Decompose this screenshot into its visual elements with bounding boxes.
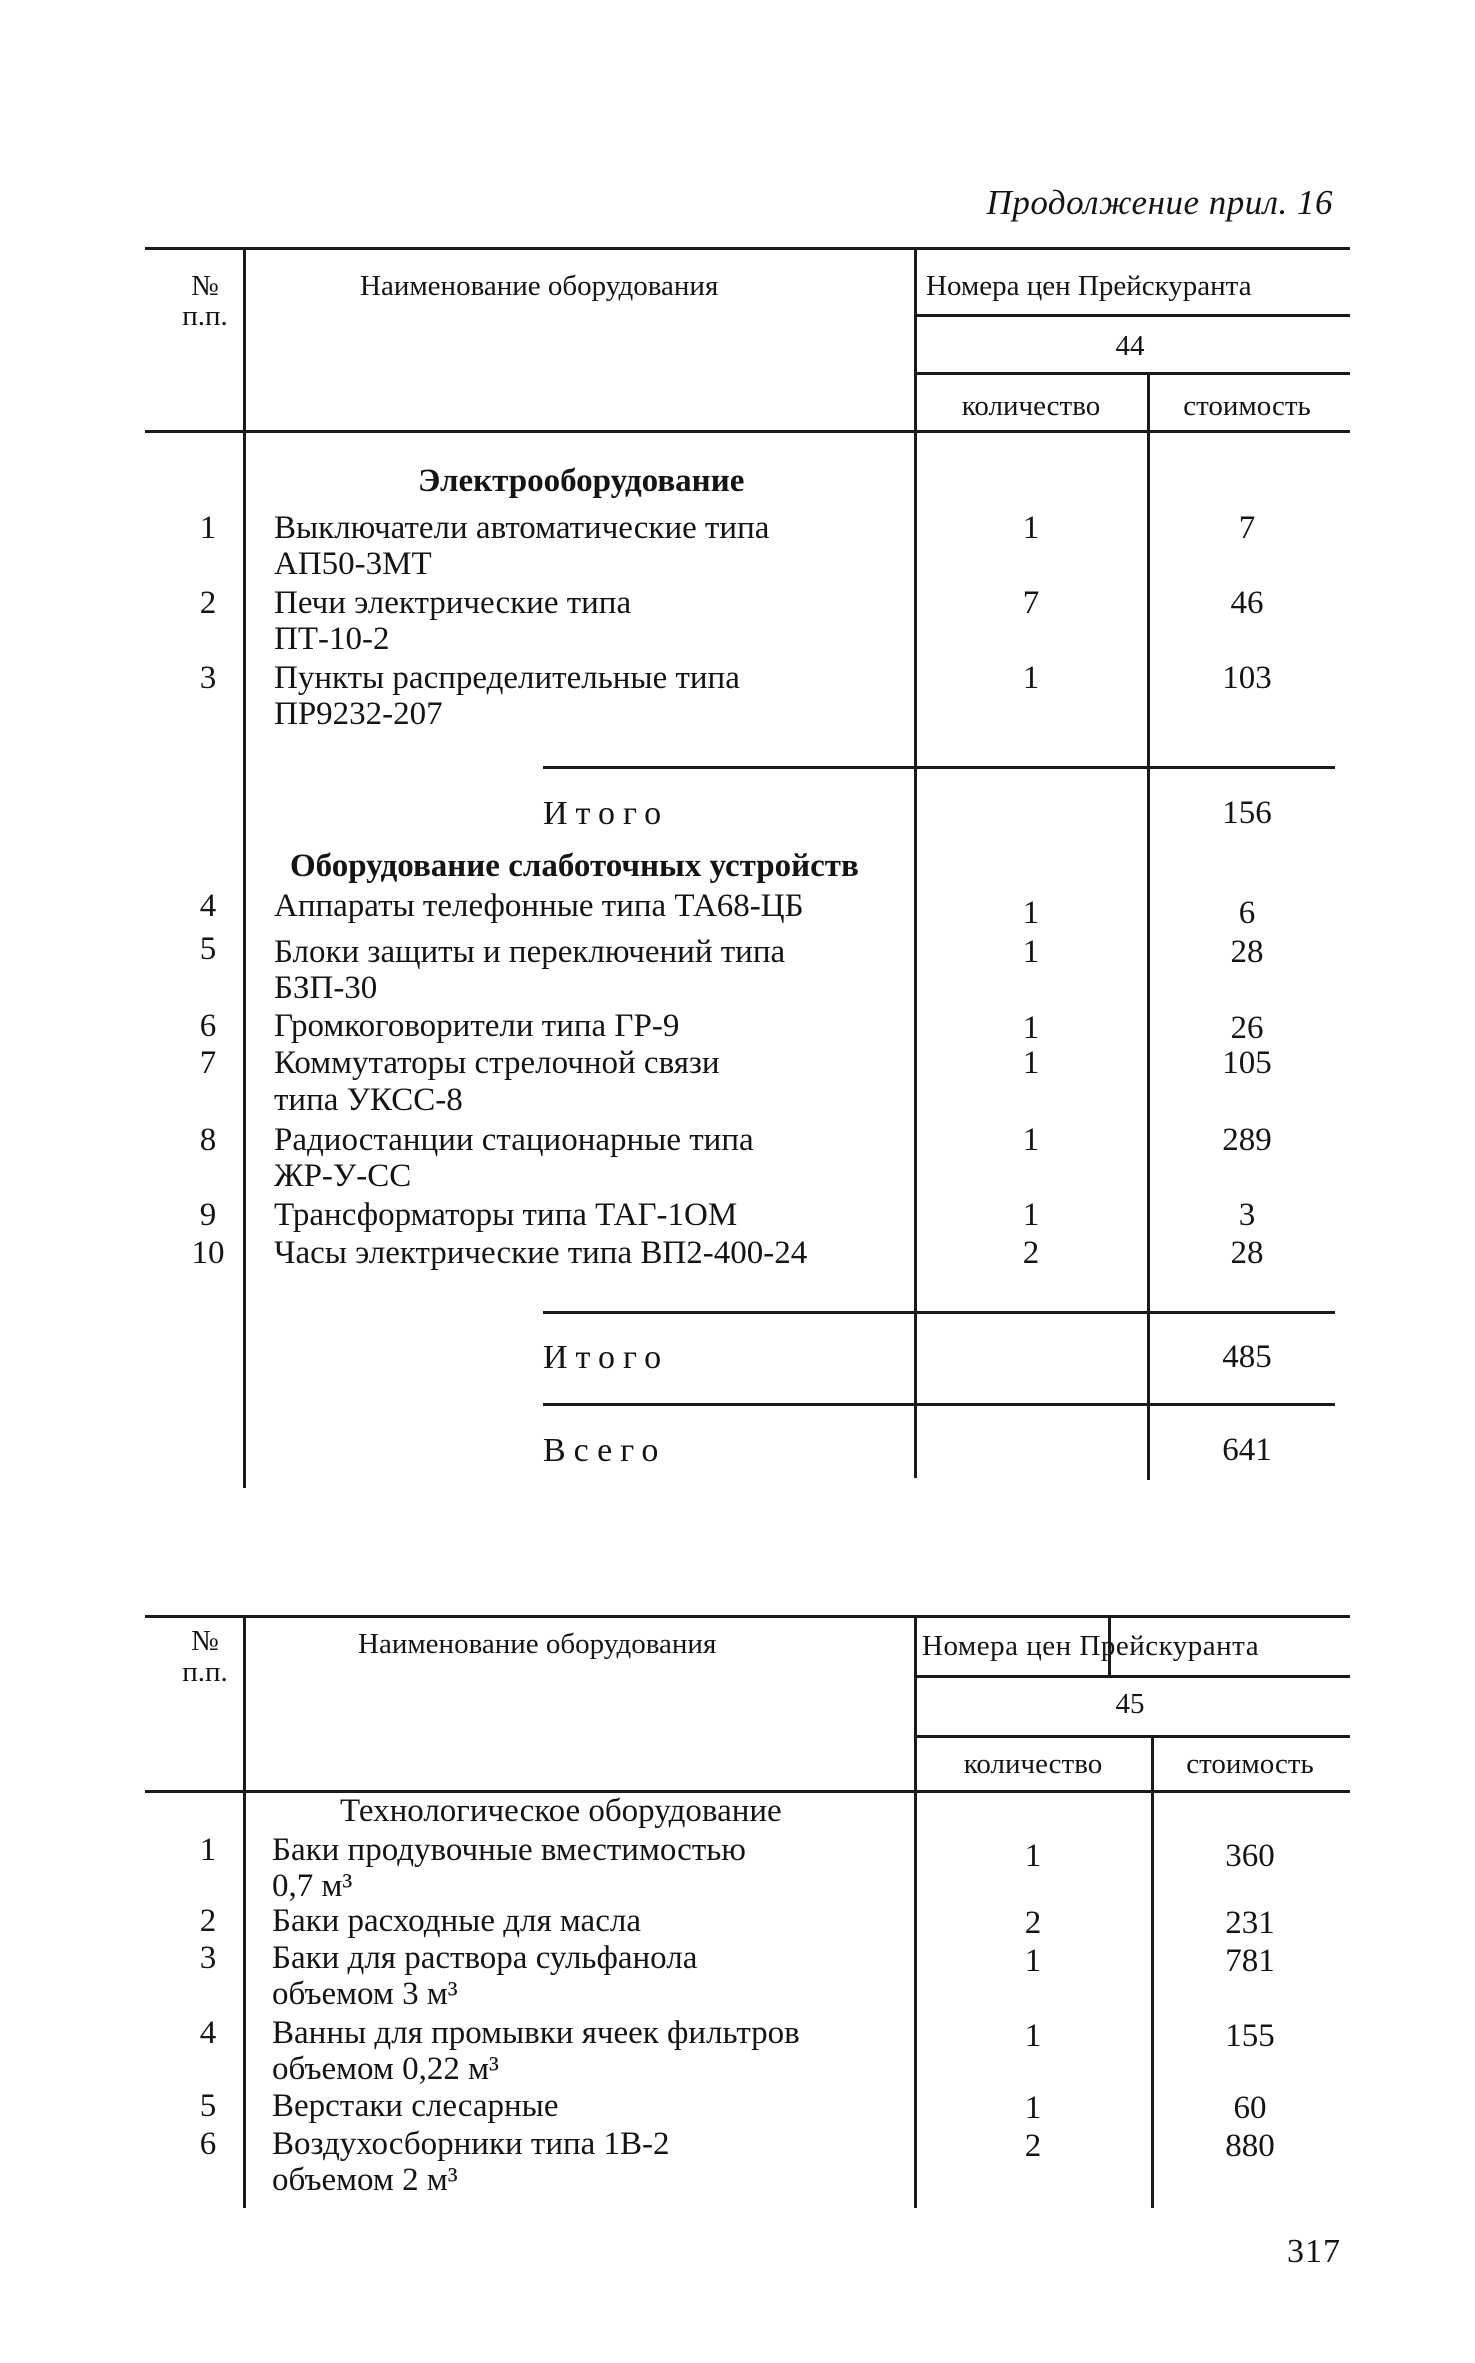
cost-value: 7 <box>1238 510 1256 546</box>
quantity-value: 2 <box>1024 2128 1042 2164</box>
equipment-name: Блоки защиты и переключений типа <box>274 934 786 970</box>
table1-top-rule <box>145 247 1350 250</box>
continuation-caption: Продолжение прил. 16 <box>986 183 1333 222</box>
table1-sub-rule-2 <box>916 372 1350 375</box>
equipment-name-cont: объемом 2 м³ <box>272 2162 458 2198</box>
equipment-name-cont: ЖР-У-СС <box>274 1158 412 1194</box>
equipment-name-cont: ПТ-10-2 <box>274 621 390 657</box>
table2-col-divider-3 <box>1151 1736 1154 2208</box>
table1-col-no-2: п.п. <box>182 300 228 332</box>
equipment-name: Печи электрические типа <box>274 585 632 621</box>
row-number: 3 <box>199 660 217 696</box>
grand-total-label: Всего <box>543 1432 667 1469</box>
subtotal-label: Итого <box>543 1339 670 1376</box>
equipment-name: Баки продувочные вместимостью <box>272 1832 746 1868</box>
row-number: 2 <box>199 585 217 621</box>
row-number: 4 <box>199 2015 217 2051</box>
quantity-value: 1 <box>1024 2018 1042 2054</box>
table2-col-divider-2 <box>914 1616 917 2208</box>
cost-value: 60 <box>1233 2090 1267 2126</box>
quantity-value: 1 <box>1024 1943 1042 1979</box>
equipment-name: Часы электрические типа ВП2-400-24 <box>274 1235 808 1271</box>
row-number: 1 <box>199 510 217 546</box>
equipment-name: Выключатели автоматические типа <box>274 510 770 546</box>
cost-value: 28 <box>1230 934 1264 970</box>
cost-value: 26 <box>1230 1010 1264 1046</box>
table1-total1-rule <box>543 766 1335 769</box>
table2-col-no-2: п.п. <box>182 1656 228 1688</box>
section-title: Технологическое оборудование <box>340 1793 782 1829</box>
equipment-name-cont: объемом 3 м³ <box>272 1976 458 2012</box>
row-number: 10 <box>191 1235 225 1271</box>
grand-total-value: 641 <box>1222 1432 1272 1468</box>
equipment-name: Трансформаторы типа ТАГ-1ОМ <box>274 1197 738 1233</box>
cost-value: 46 <box>1230 585 1264 621</box>
equipment-name: Пункты распределительные типа <box>274 660 740 696</box>
table2-col-qty: количество <box>963 1748 1103 1780</box>
row-number: 6 <box>199 2126 217 2162</box>
row-number: 7 <box>199 1045 217 1081</box>
quantity-value: 1 <box>1022 895 1040 931</box>
equipment-name: Радиостанции стационарные типа <box>274 1122 754 1158</box>
table1-col-divider-1 <box>243 248 246 1488</box>
row-number: 9 <box>199 1197 217 1233</box>
table1-total2-rule <box>543 1311 1335 1314</box>
equipment-name: Баки расходные для масла <box>272 1903 641 1939</box>
equipment-name-cont: АП50-3МТ <box>274 546 432 582</box>
equipment-name: Аппараты телефонные типа ТА68-ЦБ <box>274 888 804 924</box>
cost-value: 360 <box>1225 1838 1275 1874</box>
page-number: 317 <box>1287 2233 1341 2270</box>
table1-sub-rule-1 <box>916 314 1350 317</box>
cost-value: 28 <box>1230 1235 1264 1271</box>
cost-value: 105 <box>1222 1045 1272 1081</box>
cost-value: 231 <box>1225 1905 1275 1941</box>
table2-col-divider-1 <box>243 1616 246 2208</box>
equipment-name: Воздухосборники типа 1В-2 <box>272 2126 670 2162</box>
table2-col-cost: стоимость <box>1186 1748 1314 1780</box>
table2-top-rule <box>145 1615 1350 1618</box>
quantity-value: 7 <box>1022 585 1040 621</box>
equipment-name-cont: 0,7 м³ <box>272 1868 353 1904</box>
equipment-name: Баки для раствора сульфанола <box>272 1940 698 1976</box>
row-number: 5 <box>199 931 217 967</box>
equipment-name: Ванны для промывки ячеек фильтров <box>272 2015 800 2051</box>
table2-col-no: № <box>191 1625 219 1657</box>
quantity-value: 1 <box>1022 1122 1040 1158</box>
quantity-value: 2 <box>1024 1905 1042 1941</box>
equipment-name: Коммутаторы стрелочной связи <box>274 1045 720 1081</box>
cost-value: 103 <box>1222 660 1272 696</box>
table1-col-qty: количество <box>961 390 1101 422</box>
quantity-value: 2 <box>1022 1235 1040 1271</box>
row-number: 3 <box>199 1940 217 1976</box>
equipment-name-cont: объемом 0,22 м³ <box>272 2051 499 2087</box>
table2-col-price-numbers: Номера цен Прейскуранта <box>922 1630 1260 1662</box>
equipment-name-cont: типа УКСС-8 <box>274 1082 463 1118</box>
table2-sub-rule-2 <box>916 1735 1350 1738</box>
cost-value: 880 <box>1225 2128 1275 2164</box>
quantity-value: 1 <box>1022 510 1040 546</box>
quantity-value: 1 <box>1022 1197 1040 1233</box>
row-number: 5 <box>199 2088 217 2124</box>
quantity-value: 1 <box>1022 1010 1040 1046</box>
cost-value: 155 <box>1225 2018 1275 2054</box>
cost-value: 6 <box>1238 895 1256 931</box>
equipment-name-cont: БЗП-30 <box>274 970 378 1006</box>
subtotal-label: Итого <box>543 795 670 832</box>
section-title: Электрооборудование <box>418 463 745 499</box>
table1-col-no: № <box>191 270 219 302</box>
table1-col-name: Наименование оборудования <box>360 270 719 302</box>
row-number: 4 <box>199 888 217 924</box>
row-number: 6 <box>199 1008 217 1044</box>
equipment-name: Громкоговорители типа ГР-9 <box>274 1008 680 1044</box>
table1-header-bottom-rule <box>145 430 1350 433</box>
cost-value: 781 <box>1225 1943 1275 1979</box>
table1-col-price-numbers: Номера цен Прейскуранта <box>926 270 1252 302</box>
quantity-value: 1 <box>1022 934 1040 970</box>
quantity-value: 1 <box>1024 2090 1042 2126</box>
subtotal-value: 156 <box>1222 795 1272 831</box>
equipment-name-cont: ПР9232-207 <box>274 696 443 732</box>
table1-col-divider-2 <box>914 248 917 1478</box>
table2-pricelist-number: 45 <box>1115 1688 1145 1720</box>
table1-grand-rule <box>543 1403 1335 1406</box>
row-number: 8 <box>199 1122 217 1158</box>
table2-sub-rule-1 <box>916 1675 1350 1678</box>
subtotal-value: 485 <box>1222 1339 1272 1375</box>
table1-col-cost: стоимость <box>1183 390 1311 422</box>
quantity-value: 1 <box>1022 660 1040 696</box>
table2-col-name: Наименование оборудования <box>358 1628 717 1660</box>
cost-value: 289 <box>1222 1122 1272 1158</box>
quantity-value: 1 <box>1022 1045 1040 1081</box>
row-number: 1 <box>199 1832 217 1868</box>
table1-pricelist-number: 44 <box>1115 330 1145 362</box>
section-title: Оборудование слаботочных устройств <box>290 848 859 884</box>
quantity-value: 1 <box>1024 1838 1042 1874</box>
row-number: 2 <box>199 1903 217 1939</box>
cost-value: 3 <box>1238 1197 1256 1233</box>
equipment-name: Верстаки слесарные <box>272 2088 559 2124</box>
table1-col-divider-3 <box>1147 373 1150 1480</box>
